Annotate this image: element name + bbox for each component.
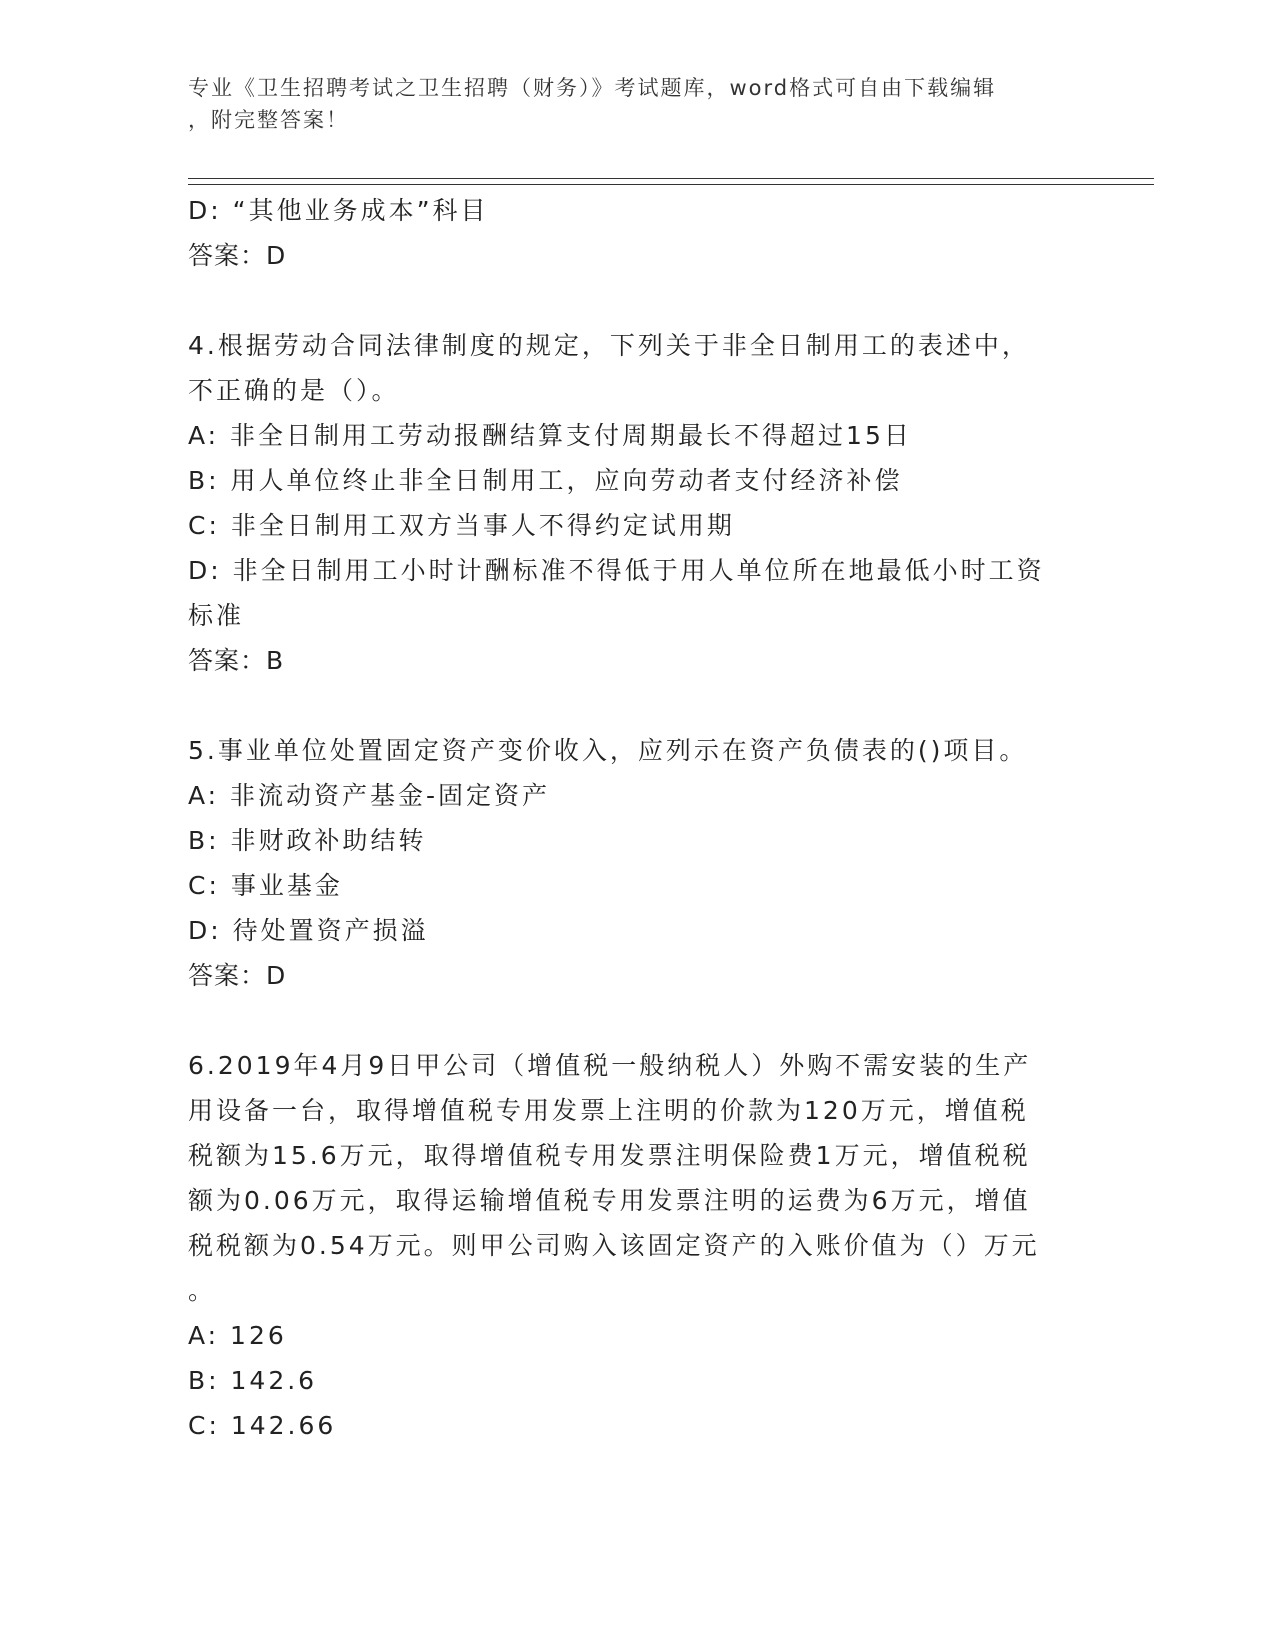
question-6-option-a: A: 126 [188, 1321, 287, 1350]
question-4-option-d-line-1: D: 非全日制用工小时计酬标准不得低于用人单位所在地最低小时工资 [188, 556, 1045, 585]
question-4-answer: 答案：B [188, 646, 285, 675]
question-4-stem-line-2: 不正确的是（）。 [188, 376, 400, 405]
header-line-1: 专业《卫生招聘考试之卫生招聘（财务）》考试题库，word格式可自由下载编辑 [188, 76, 997, 100]
question-5-option-a: A: 非流动资产基金-固定资产 [188, 781, 551, 810]
question-6-stem-line-1: 6.2019年4月9日甲公司（增值税一般纳税人）外购不需安装的生产 [188, 1051, 1032, 1080]
question-4 [188, 323, 1088, 683]
question-4-option-b: B: 用人单位终止非全日制用工，应向劳动者支付经济补偿 [188, 466, 903, 495]
spacer [188, 278, 1088, 323]
question-list [188, 188, 1088, 1448]
question-4-option-c: C: 非全日制用工双方当事人不得约定试用期 [188, 511, 735, 540]
header-divider-top [188, 178, 1154, 179]
question-6-option-c: C: 142.66 [188, 1411, 337, 1440]
prev-question-option-d: D: “其他业务成本”科目 [188, 196, 489, 225]
question-6-stem-line-5: 税税额为0.54万元。则甲公司购入该固定资产的入账价值为（）万元 [188, 1231, 1040, 1260]
question-5-answer: 答案：D [188, 961, 287, 990]
question-6 [188, 1043, 1088, 1448]
spacer [188, 998, 1088, 1043]
header-line-2: ，附完整答案！ [188, 108, 349, 132]
question-4-option-a: A: 非全日制用工劳动报酬结算支付周期最长不得超过15日 [188, 421, 912, 450]
question-5-option-d: D: 待处置资产损溢 [188, 916, 429, 945]
page-header [188, 72, 1088, 136]
question-6-stem-line-4: 额为0.06万元，取得运输增值税专用发票注明的运费为6万元，增值 [188, 1186, 1031, 1215]
question-5 [188, 728, 1088, 998]
question-6-option-b: B: 142.6 [188, 1366, 318, 1395]
question-6-stem-line-3: 税额为15.6万元，取得增值税专用发票注明保险费1万元，增值税税 [188, 1141, 1031, 1170]
prev-question-answer: 答案：D [188, 241, 287, 270]
question-5-option-c: C: 事业基金 [188, 871, 343, 900]
question-4-option-d-line-2: 标准 [188, 601, 245, 630]
question-6-stem-line-2: 用设备一台，取得增值税专用发票上注明的价款为120万元，增值税 [188, 1096, 1029, 1125]
question-6-stem-line-6: 。 [188, 1276, 217, 1305]
question-4-stem-line-1: 4.根据劳动合同法律制度的规定，下列关于非全日制用工的表述中， [188, 331, 1030, 360]
header-divider-bottom [188, 184, 1154, 185]
question-5-stem: 5.事业单位处置固定资产变价收入，应列示在资产负债表的()项目。 [188, 736, 1028, 765]
spacer [188, 683, 1088, 728]
question-5-option-b: B: 非财政补助结转 [188, 826, 427, 855]
